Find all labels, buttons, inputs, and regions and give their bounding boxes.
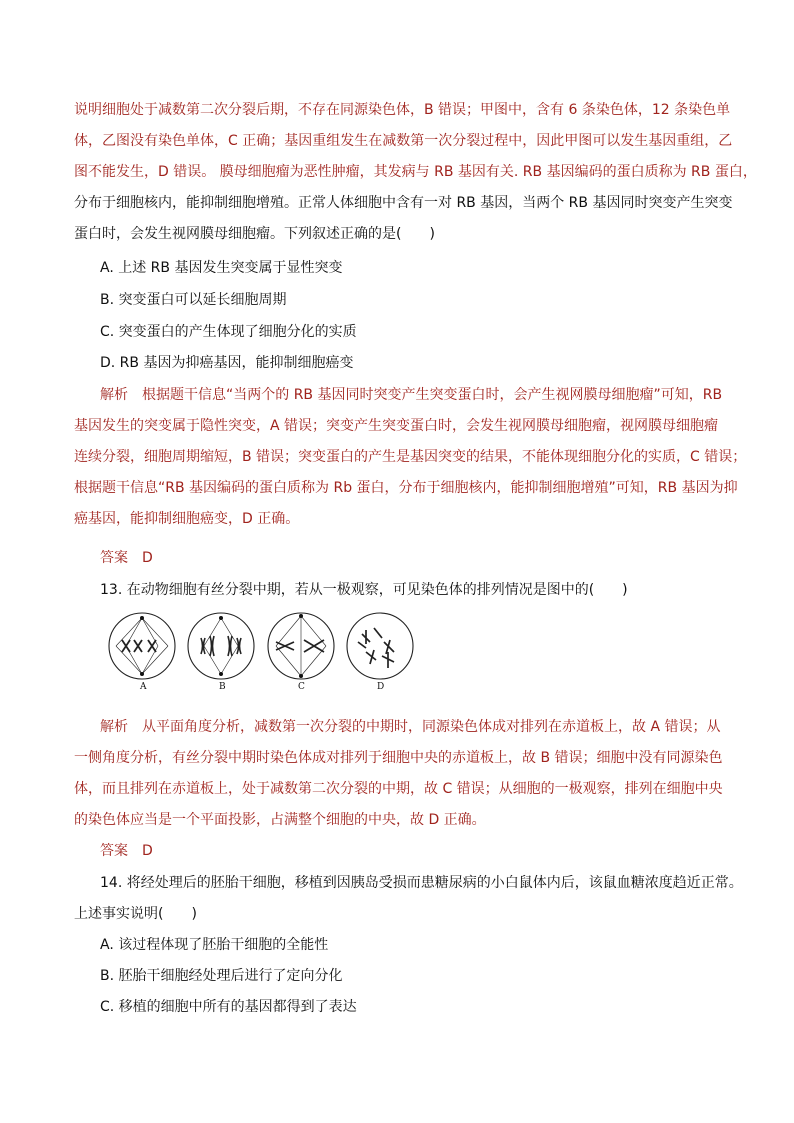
text-line: 分布于细胞核内，能抑制细胞增殖。正常人体细胞中含有一对 RB 基因，当两个 RB 基因同时突变产生突变 (74, 195, 733, 211)
cell-division-figure (104, 612, 414, 698)
option-b: B. 突变蛋白可以延长细胞周期 (100, 292, 287, 308)
option-d: D. RB 基因为抑癌基因，能抑制细胞癌变 (100, 355, 354, 371)
figure-label-d: D (377, 682, 385, 692)
figure-label-a: A (140, 682, 147, 692)
option-c: C. 移植的细胞中所有的基因都得到了表达 (100, 999, 357, 1015)
text-line: 体，乙图没有染色单体，C 正确；基因重组发生在减数第一次分裂过程中，因此甲图可以发生基因重组，乙 (74, 133, 733, 149)
option-c: C. 突变蛋白的产生体现了细胞分化的实质 (100, 324, 357, 340)
question-13: 13. 在动物细胞有丝分裂中期，若从一极观察，可见染色体的排列情况是图中的( ) (100, 582, 628, 598)
text-line: 说明细胞处于减数第二次分裂后期，不存在同源染色体，B 错误；甲图中，含有 6 条染色体，12 条染色单 (74, 102, 731, 118)
analysis-line: 癌基因，能抑制细胞癌变，D 正确。 (74, 511, 300, 527)
analysis-line: 解析 从平面角度分析，减数第一次分裂的中期时，同源染色体成对排列在赤道板上，故 A 错误；从 (100, 719, 721, 735)
option-b: B. 胚胎干细胞经处理后进行了定向分化 (100, 968, 343, 984)
option-a: A. 上述 RB 基因发生突变属于显性突变 (100, 260, 343, 276)
analysis-line: 基因发生的突变属于隐性突变，A 错误；突变产生突变蛋白时，会发生视网膜母细胞瘤，视网膜母细胞瘤 (74, 418, 719, 434)
text-line: 蛋白时，会发生视网膜母细胞瘤。下列叙述正确的是( ) (74, 226, 435, 242)
analysis-line: 的染色体应当是一个平面投影，占满整个细胞的中央，故 D 正确。 (74, 812, 486, 828)
answer: 答案 D (100, 550, 153, 566)
question-14-cont: 上述事实说明( ) (74, 906, 197, 922)
answer: 答案 D (100, 843, 153, 859)
figure-label-b: B (219, 682, 226, 692)
analysis-line: 一侧角度分析，有丝分裂中期时染色体成对排列于细胞中央的赤道板上，故 B 错误；细胞中没有同源染色 (74, 750, 723, 766)
text-line: 图不能发生，D 错误。 膜母细胞瘤为恶性肿瘤，其发病与 RB 基因有关. RB 基因编码的蛋白质称为 RB 蛋白， (74, 164, 757, 180)
option-a: A. 该过程体现了胚胎干细胞的全能性 (100, 937, 329, 953)
analysis-line: 解析 根据题干信息“当两个的 RB 基因同时突变产生突变蛋白时，会产生视网膜母细胞瘤”可知，RB (100, 387, 723, 403)
question-14: 14. 将经处理后的胚胎干细胞，移植到因胰岛受损而患糖尿病的小白鼠体内后，该鼠血糖浓度趋近正常。 (100, 875, 743, 891)
analysis-line: 根据题干信息“RB 基因编码的蛋白质称为 Rb 蛋白，分布于细胞核内，能抑制细胞增殖”可知，RB 基因为抑 (74, 480, 738, 496)
figure-label-c: C (298, 682, 305, 692)
analysis-line: 连续分裂，细胞周期缩短，B 错误；突变蛋白的产生是基因突变的结果，不能体现细胞分化的实质，C 错误； (74, 449, 747, 465)
analysis-line: 体，而且排列在赤道板上，处于减数第二次分裂的中期，故 C 错误；从细胞的一极观察，排列在细胞中央 (74, 781, 723, 797)
